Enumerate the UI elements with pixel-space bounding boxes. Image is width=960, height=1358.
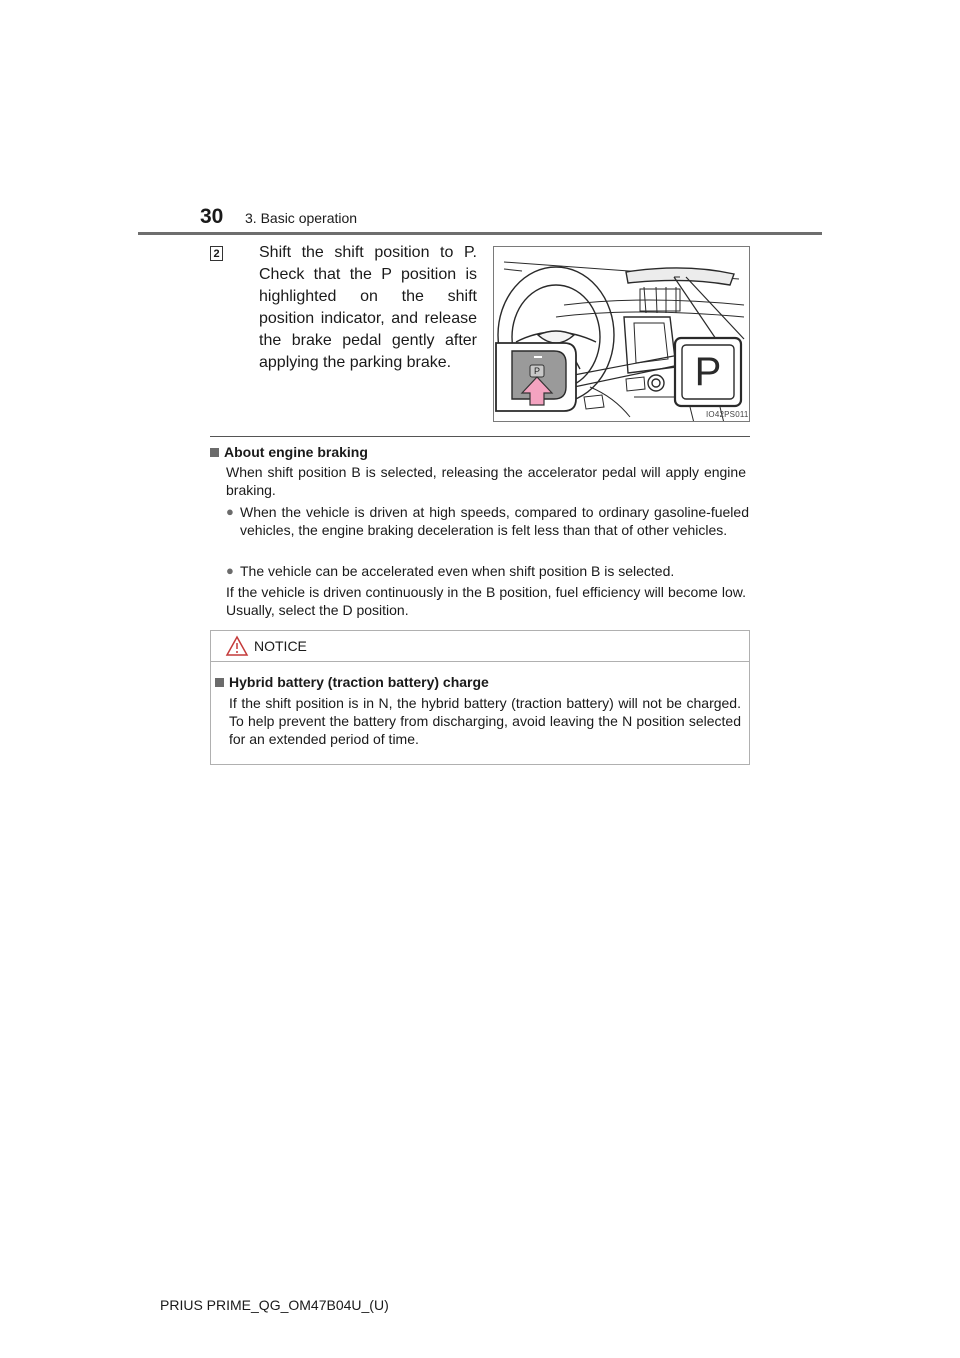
notice-heading: Hybrid battery (traction battery) charge [215, 674, 489, 690]
shift-indicator-illustration [493, 246, 750, 422]
step-instruction: Shift the shift position to P. Check that the P position is highlighted on the shift position indicator, and release the brake pedal gently after applying the parking brake. [259, 244, 477, 371]
page-number: 30 [200, 205, 224, 228]
header-divider [138, 232, 822, 235]
notice-box [210, 630, 750, 765]
document-id-footer: PRIUS PRIME_QG_OM47B04U_(U) [160, 1297, 389, 1313]
notice-header [211, 631, 749, 662]
engine-braking-intro: When shift position B is selected, releasing the accelerator pedal will apply engine braking. [226, 464, 746, 498]
figure-code: IO42PS011 [706, 410, 749, 419]
section-title: 3. Basic operation [245, 210, 358, 226]
circle-bullet-icon: ● [226, 563, 234, 578]
p-button-label: P [533, 366, 540, 376]
step-number-badge: 2 [210, 246, 223, 261]
list-item: ● The vehicle can be accelerated even when shift position B is selected. [226, 563, 675, 579]
circle-bullet-icon: ● [226, 504, 234, 519]
section-divider [210, 436, 750, 437]
square-bullet-icon [215, 678, 224, 687]
warning-triangle-icon [225, 635, 249, 657]
engine-braking-note: If the vehicle is driven continuously in the B position, fuel efficiency will become low. Usually, select the D position. [226, 584, 746, 618]
notice-text: If the shift position is in N, the hybrid battery (traction battery) will not be charged. To help prevent the battery from discharging, avoid leaving the N position selected for an extended period of time. [229, 695, 741, 747]
notice-label: NOTICE [254, 638, 307, 654]
list-item: ● When the vehicle is driven at high speeds, compared to ordinary gasoline-fueled vehicles, the engine braking deceleration is felt less than that of other vehicles. [226, 504, 749, 538]
p-position-callout: P [694, 350, 722, 394]
square-bullet-icon [210, 448, 219, 457]
engine-braking-heading: About engine braking [210, 444, 368, 460]
